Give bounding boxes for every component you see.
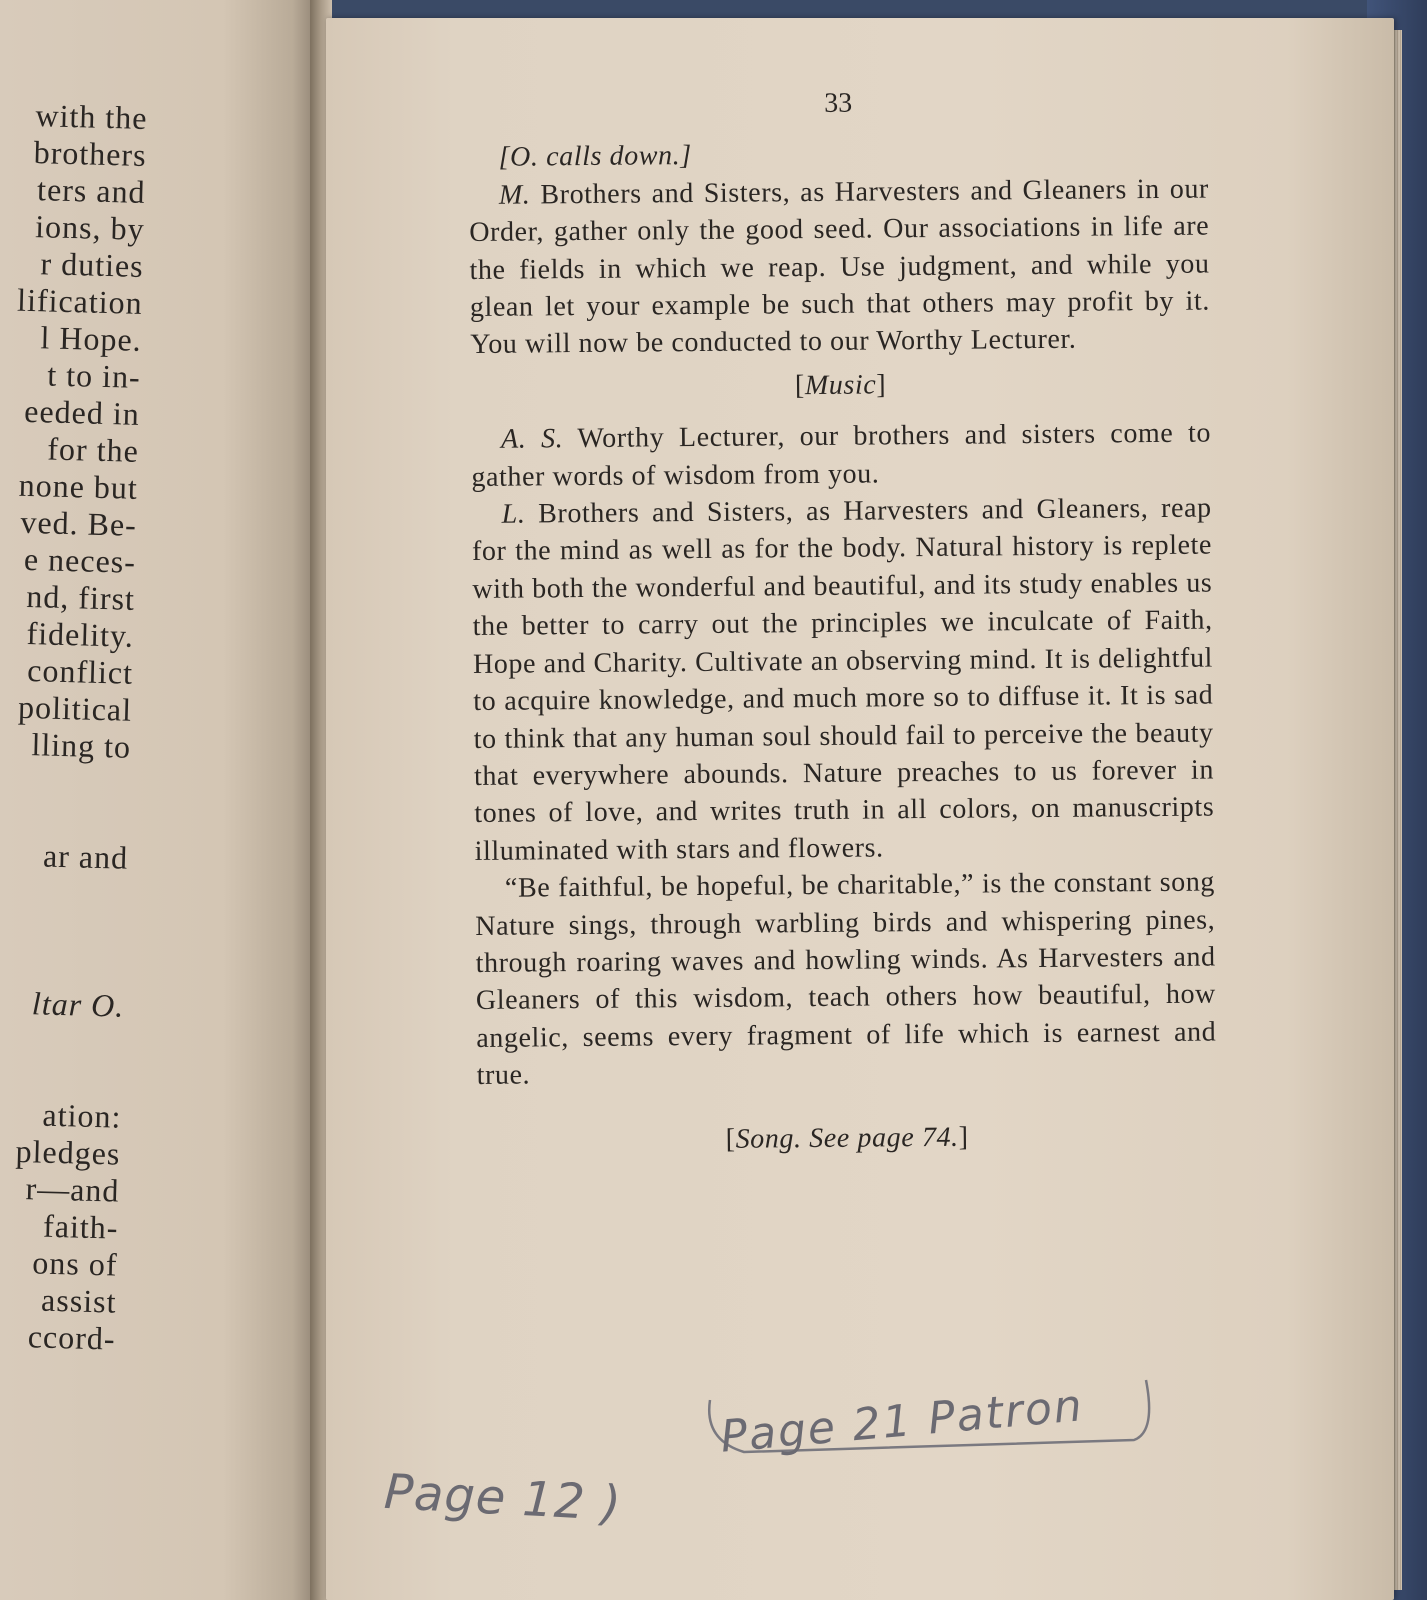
music-note: [Music] — [794, 369, 887, 402]
left-page-line: none but — [18, 466, 139, 506]
left-page-line: pledges — [15, 1132, 121, 1172]
left-page-line: r duties — [40, 245, 145, 284]
left-page-line: lification — [16, 281, 144, 321]
paragraph-assistant-steward — [471, 415, 1212, 496]
paragraph-lecturer — [472, 490, 1215, 871]
paragraph-text: Worthy Lecturer, our brothers and sisters come to gather words of wisdom from you. — [471, 417, 1212, 493]
left-page-line: e neces- — [23, 540, 137, 580]
left-page-line: t to in- — [46, 356, 142, 395]
speaker-label: M. — [498, 179, 531, 211]
page-number: 33 — [824, 87, 853, 119]
left-page-line: fidelity. — [26, 615, 135, 654]
paragraph-master — [469, 170, 1211, 363]
left-page-line: faith- — [42, 1207, 119, 1246]
speaker-label: L. — [501, 498, 526, 530]
left-page-line: ons of — [31, 1244, 118, 1283]
left-page-line: ar and — [42, 837, 129, 876]
left-page-line: ters and — [36, 171, 147, 210]
paragraph-text: Brothers and Sisters, as Harvesters and Gleaners, reap for the mind as well as for the body. Natural history is replete with both the wonderful and beautiful, and its study enables us the better to carry out the principles we inculcate of Faith, Hope and Charity. Cultivate an observing mind. It is delightful to acquire knowledge, and much more so to diffuse it. It is sad to think that any human soul should fail to perceive the beauty that everywhere abounds. Nature preaches to us forever in tones of love, and writes truth in all colors, on manuscripts illuminated with stars and flowers. — [471, 492, 1215, 867]
paragraph-quote: “Be faithful, be hopeful, be charitable,” is the constant song Nature sings, through warbling birds and whispering pines, through roaring waves and howling winds. As Harvesters and Gleaners of this wisdom, teach others how beautiful, how angelic, seems every fragment of life which is earnest and true. — [475, 866, 1217, 1092]
left-page-line: ation: — [42, 1096, 122, 1135]
left-page-line: eeded in — [23, 392, 141, 432]
left-page — [0, 0, 318, 1600]
left-page-line: ccord- — [27, 1318, 117, 1357]
handwritten-note-patron: Page 21 Patron — [718, 1380, 1086, 1463]
left-page-line: lling to — [31, 726, 132, 765]
left-page-line: conflict — [26, 652, 134, 691]
left-page-line: ved. Be- — [20, 503, 138, 543]
left-page-line: nd, first — [25, 577, 136, 617]
left-page-line: ions, by — [34, 208, 146, 247]
left-page-line: ltar O. — [31, 985, 125, 1024]
paragraph-text: Brothers and Sisters, as Harvesters and Gleaners in our Order, gather only the good seed. Our associations in life are the fields in which we reap. Use judgment, and while you glean let your example be such that others may profit by it. You will now be conducted to our Worthy Lecturer. — [469, 173, 1211, 361]
song-note: [Song. See page 74.] — [725, 1121, 969, 1155]
left-page-line: for the — [46, 430, 140, 469]
stage-direction: [O. calls down.] — [498, 140, 692, 174]
left-page-line: political — [17, 688, 133, 728]
handwritten-note-page: Page 12 ) — [382, 1463, 623, 1533]
page-text-block — [468, 82, 1217, 1160]
left-page-line: brothers — [33, 134, 148, 173]
left-page-line: l Hope. — [40, 319, 143, 358]
left-page-line: with the — [35, 97, 148, 136]
left-page-line: r—and — [25, 1170, 120, 1209]
left-page-line: assist — [40, 1281, 118, 1320]
left-page-text — [0, 90, 148, 1358]
speaker-label: A. S. — [500, 423, 564, 455]
